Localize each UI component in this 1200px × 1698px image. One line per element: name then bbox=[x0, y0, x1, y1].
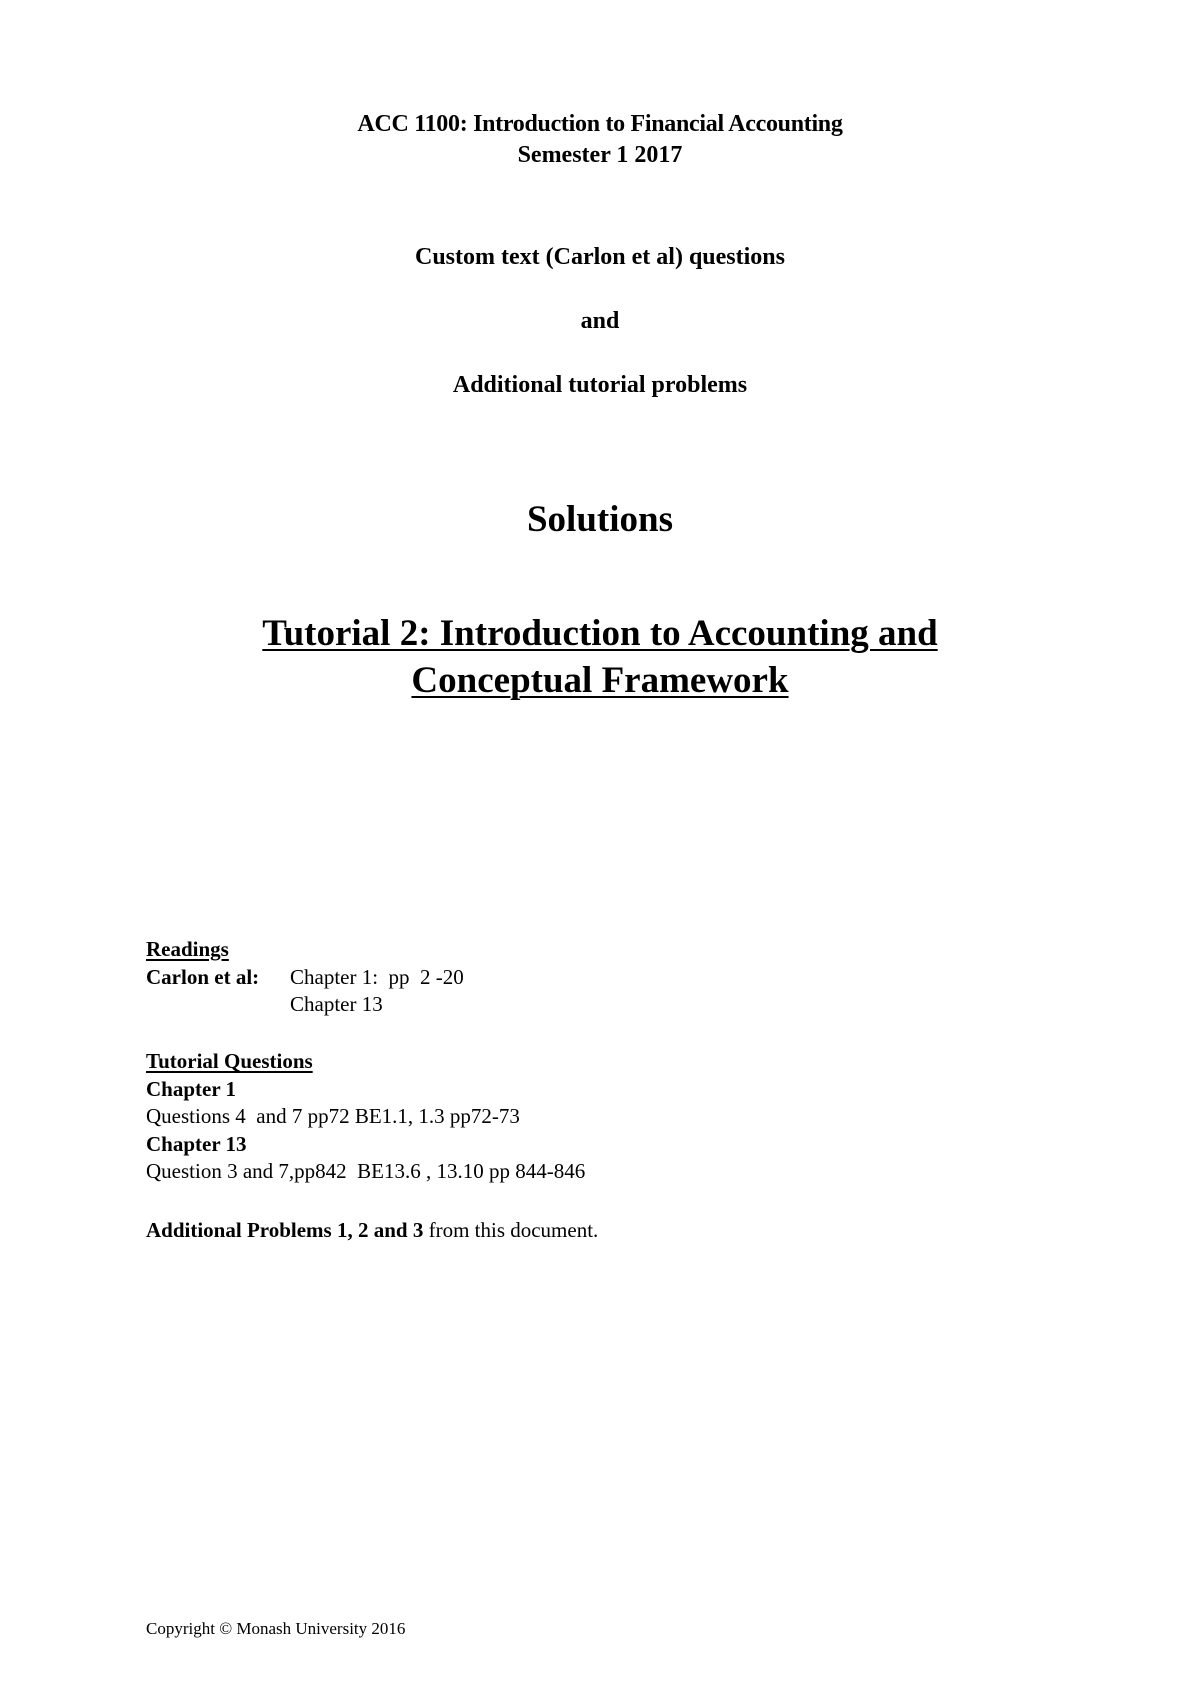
additional-problems-bold: Additional Problems 1, 2 and 3 bbox=[146, 1218, 424, 1242]
semester-label: Semester 1 2017 bbox=[517, 142, 683, 168]
copyright-footer: Copyright © Monash University 2016 bbox=[146, 1619, 406, 1638]
additional-problems-subtitle: Additional tutorial problems bbox=[452, 372, 748, 398]
tutorial-heading-line-2: Conceptual Framework bbox=[411, 660, 789, 701]
tutorial-heading bbox=[0, 610, 1200, 704]
and-connector: and bbox=[580, 308, 620, 334]
chapter-heading: Chapter 1 bbox=[146, 1076, 237, 1101]
readings-label: Carlon et al: bbox=[146, 964, 260, 989]
solutions-title: Solutions bbox=[526, 499, 673, 540]
tutorial-questions-heading: Tutorial Questions bbox=[146, 1049, 313, 1073]
readings-heading: Readings bbox=[146, 937, 229, 961]
chapter-questions: Question 3 and 7,pp842 BE13.6 , 13.10 pp 844-846 bbox=[146, 1159, 586, 1183]
chapter-questions: Questions 4 and 7 pp72 BE1.1, 1.3 pp72-73 bbox=[146, 1104, 520, 1128]
chapter-heading: Chapter 13 bbox=[146, 1131, 247, 1156]
tutorial-questions-section bbox=[146, 1048, 585, 1186]
custom-text-subtitle: Custom text (Carlon et al) questions bbox=[415, 244, 785, 270]
reading-item: Chapter 1: pp 2 -20 bbox=[290, 964, 464, 989]
reading-item: Chapter 13 bbox=[290, 992, 383, 1016]
tutorial-heading-line-1: Tutorial 2: Introduction to Accounting and bbox=[262, 613, 938, 654]
additional-problems-rest: from this document. bbox=[423, 1218, 599, 1242]
course-title: ACC 1100: Introduction to Financial Accounting bbox=[357, 111, 843, 137]
readings-row-1 bbox=[146, 964, 464, 992]
readings-row-2 bbox=[146, 991, 464, 1019]
additional-problems-line bbox=[146, 1217, 598, 1245]
readings-section bbox=[146, 936, 464, 1019]
